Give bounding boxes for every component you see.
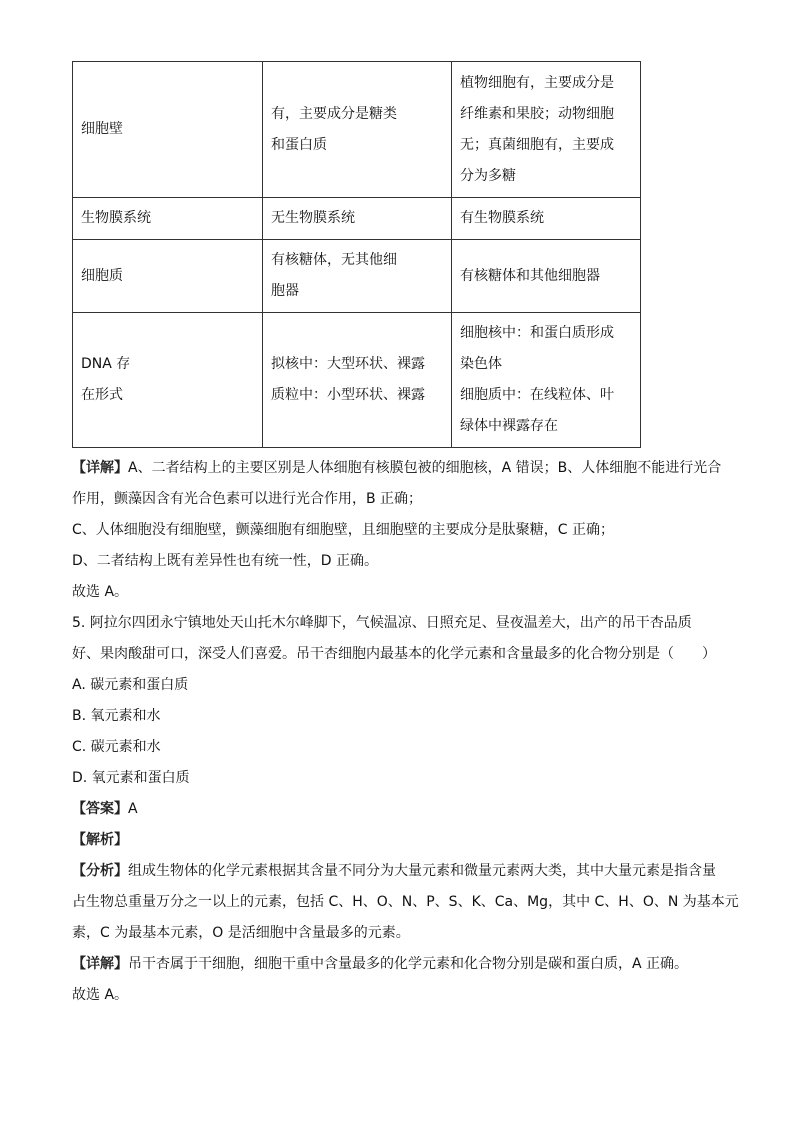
question-stem-line: 5. 阿拉尔四团永宁镇地处天山托木尔峰脚下，气候温凉、日照充足、昼夜温差大，出产的吊干杏品质	[72, 615, 692, 631]
table-row	[73, 240, 641, 313]
table-cell: 有，主要成分是糖类 和蛋白质	[263, 62, 452, 198]
table-row	[73, 62, 641, 198]
table-cell: 拟核中：大型环状、裸露 质粒中：小型环状、裸露	[263, 313, 452, 448]
analysis-tag: 【解析】	[72, 832, 128, 848]
table-cell: 细胞核中：和蛋白质形成 染色体 细胞质中：在线粒体、叶 绿体中裸露存在	[452, 313, 641, 448]
analysis-paragraph-line	[72, 860, 716, 880]
detail-paragraph-line	[72, 457, 721, 477]
analysis-text: 组成生物体的化学元素根据其含量不同分为大量元素和微量元素两大类，其中大量元素是指含量	[128, 863, 716, 879]
table-cell: 有核糖体，无其他细 胞器	[263, 240, 452, 313]
analysis-heading	[72, 829, 128, 849]
option-d: D. 氧元素和蛋白质	[72, 770, 190, 786]
conclusion-text: 故选 A。	[72, 987, 129, 1003]
detail-tag: 【详解】	[72, 956, 128, 972]
detail-text: A、二者结构上的主要区别是人体细胞有核膜包被的细胞核，A 错误；B、人体细胞不能进行光合	[128, 460, 722, 476]
comparison-table	[72, 61, 641, 448]
analysis-paragraph-line: 素，C 为最基本元素，O 是活细胞中含量最多的元素。	[72, 925, 410, 941]
answer-value: A	[128, 801, 138, 817]
option-c: C. 碳元素和水	[72, 739, 161, 755]
answer-tag: 【答案】	[72, 801, 128, 817]
table-cell: 有核糖体和其他细胞器	[452, 240, 641, 313]
detail-text: 吊干杏属于干细胞，细胞干重中含量最多的化学元素和化合物分别是碳和蛋白质，A 正确。	[128, 956, 689, 972]
detail-tag: 【详解】	[72, 460, 128, 476]
answer-line	[72, 798, 138, 818]
table-cell: DNA 存 在形式	[73, 313, 263, 448]
detail-paragraph-line: C、人体细胞没有细胞壁，颤藻细胞有细胞壁，且细胞壁的主要成分是肽聚糖，C 正确；	[72, 522, 614, 538]
table-cell: 植物细胞有，主要成分是 纤维素和果胶；动物细胞 无；真菌细胞有，主要成 分为多糖	[452, 62, 641, 198]
analysis-sub-tag: 【分析】	[72, 863, 128, 879]
table-cell: 无生物膜系统	[263, 198, 452, 240]
detail-paragraph-line: D、二者结构上既有差异性也有统一性，D 正确。	[72, 553, 379, 569]
detail-paragraph-line	[72, 953, 688, 973]
conclusion-text: 故选 A。	[72, 584, 129, 600]
option-a: A. 碳元素和蛋白质	[72, 677, 189, 693]
table-cell: 有生物膜系统	[452, 198, 641, 240]
option-b: B. 氧元素和水	[72, 708, 161, 724]
question-stem-line: 好、果肉酸甜可口，深受人们喜爱。吊干杏细胞内最基本的化学元素和含量最多的化合物分别是（ ）	[72, 646, 716, 662]
table-cell: 细胞壁	[73, 62, 263, 198]
table-row	[73, 313, 641, 448]
table-cell: 生物膜系统	[73, 198, 263, 240]
detail-paragraph-line: 作用，颤藻因含有光合色素可以进行光合作用，B 正确；	[72, 491, 423, 507]
analysis-paragraph-line: 占生物总重量万分之一以上的元素，包括 C、H、O、N、P、S、K、Ca、Mg，其中 C、H、O、N 为基本元	[72, 894, 739, 910]
table-row	[73, 198, 641, 240]
table-cell: 细胞质	[73, 240, 263, 313]
